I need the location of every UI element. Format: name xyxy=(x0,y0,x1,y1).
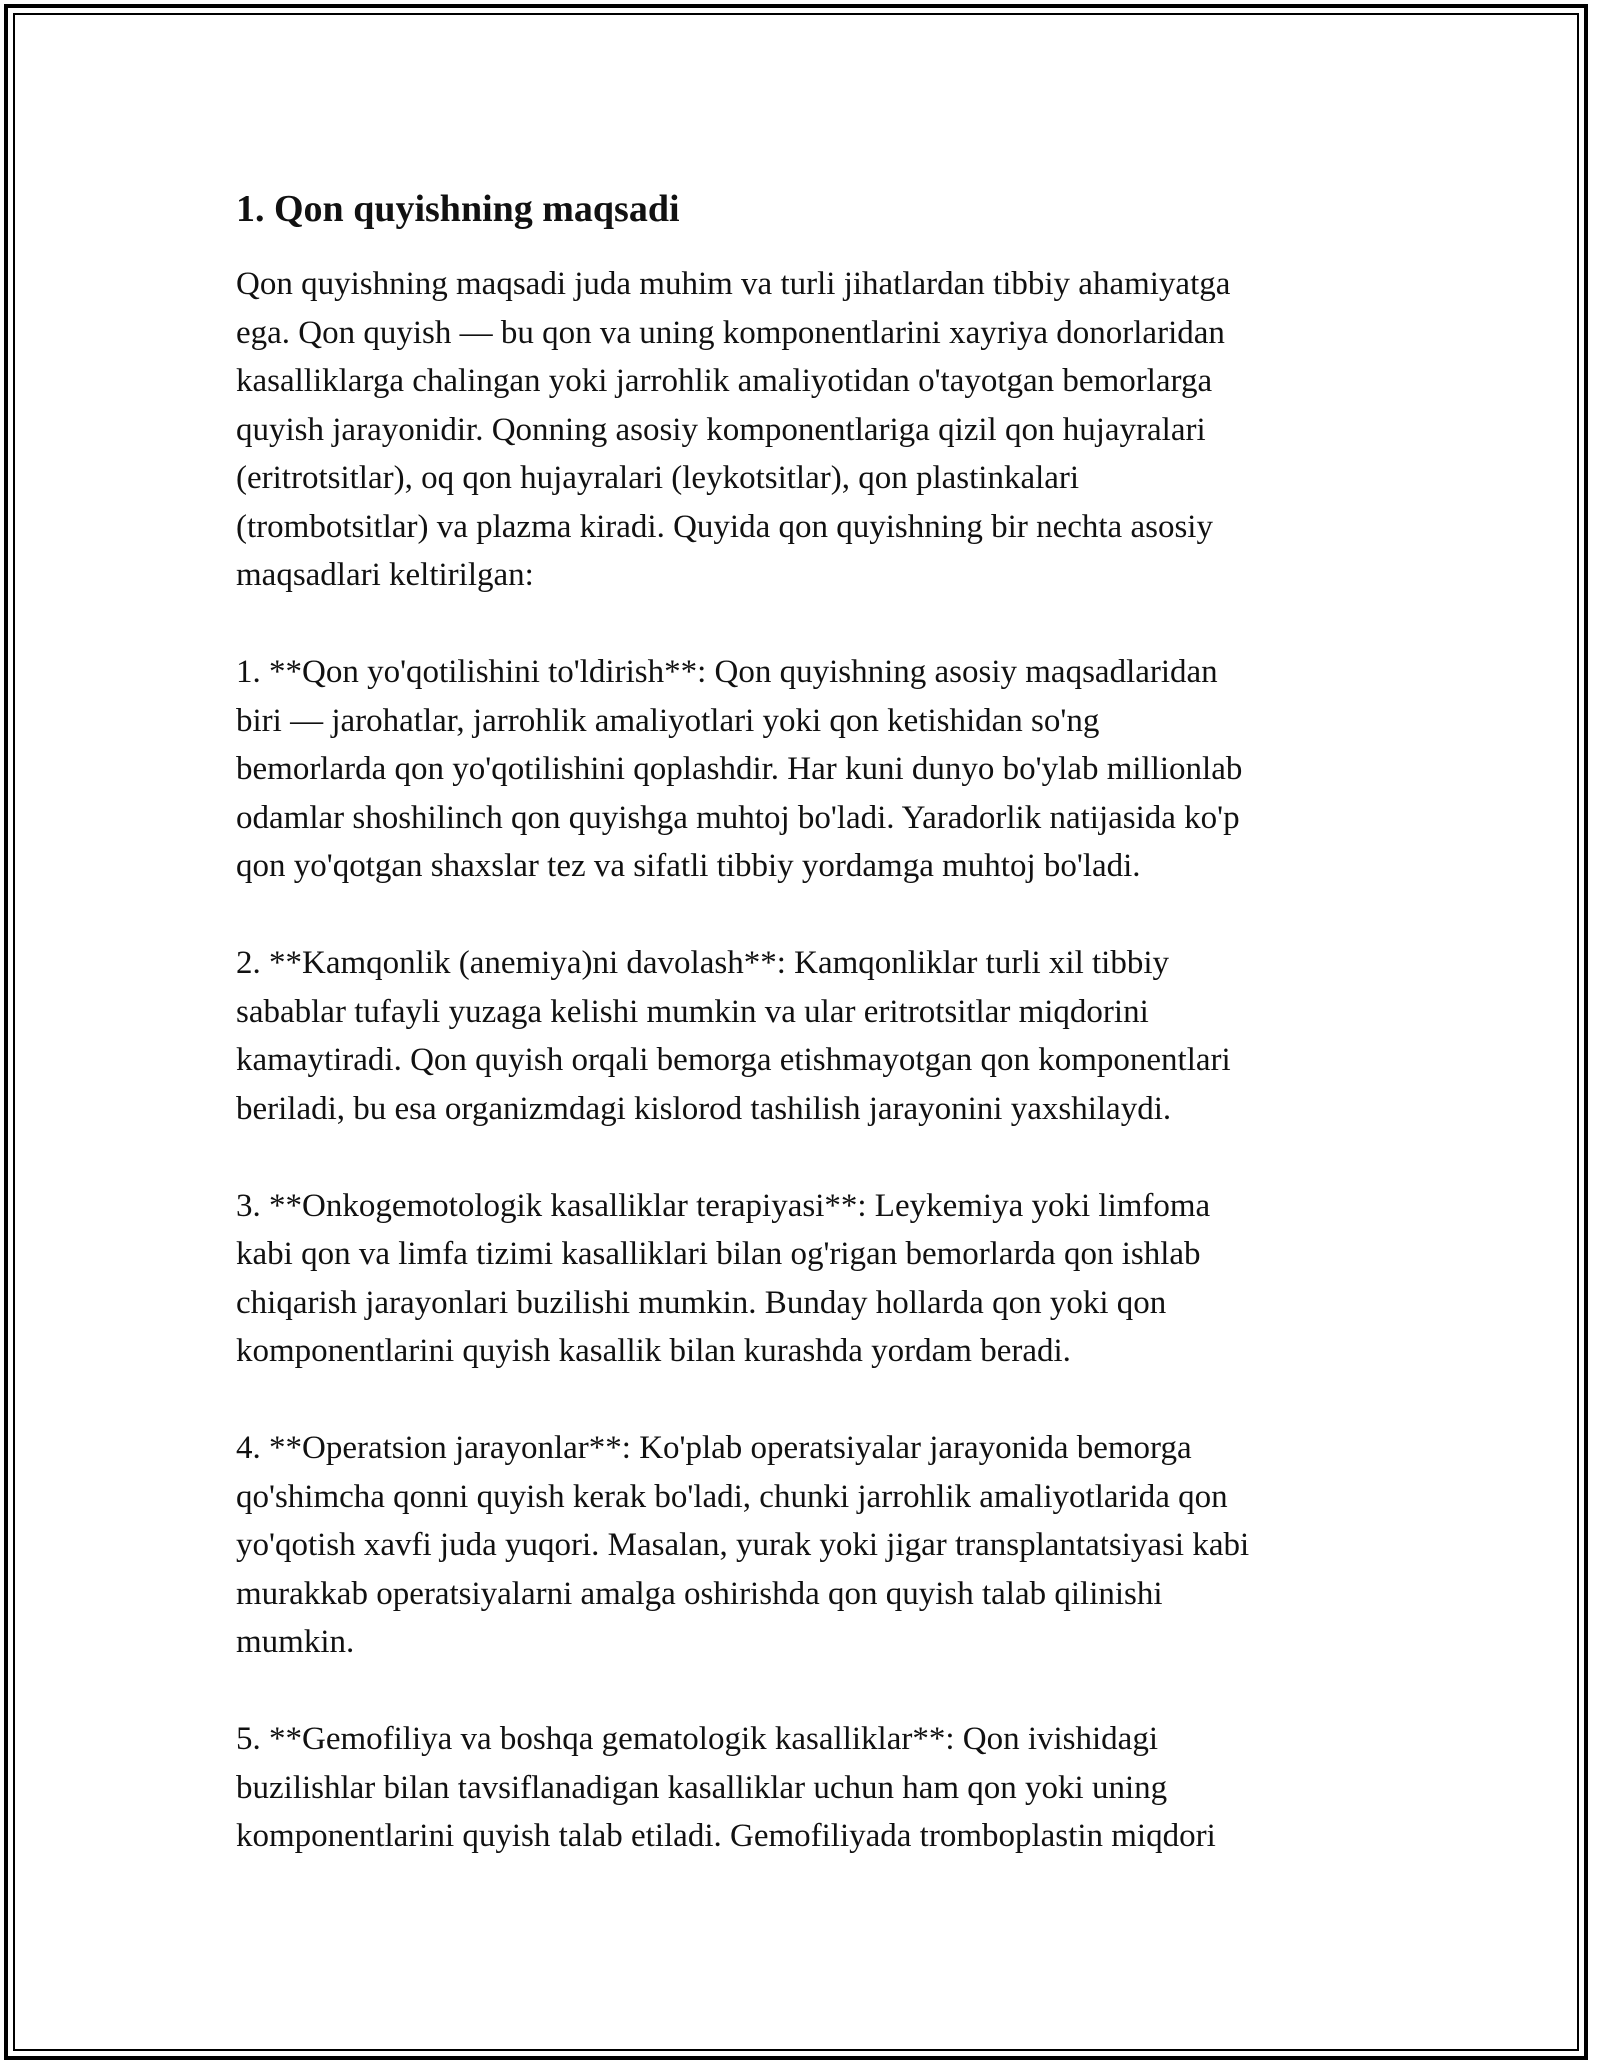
text-line: yo'qotish xavfi juda yuqori. Masalan, yurak yoki jigar transplantatsiyasi kabi xyxy=(236,1527,1250,1563)
text-line: buzilishlar bilan tavsiflanadigan kasalliklar uchun ham qon yoki uning xyxy=(236,1769,1168,1806)
text-line: qon yo'qotgan shaxslar tez va sifatli tibbiy yordamga muhtoj bo'ladi. xyxy=(236,848,1141,884)
paragraph-gap xyxy=(236,600,1366,649)
text-line: biri — jarohatlar, jarrohlik amaliyotlari yoki qon ketishidan so'ng xyxy=(236,702,1100,739)
intro-paragraph xyxy=(236,260,1366,600)
text-line: ega. Qon quyish — bu qon va uning komponentlarini xayriya donorlaridan xyxy=(236,314,1225,351)
text-line: 3. **Onkogemotologik kasalliklar terapiyasi**: Leykemiya yoki limfoma xyxy=(236,1187,1211,1224)
section-heading: 1. Qon quyishning maqsadi xyxy=(236,188,680,230)
text-line: beriladi, bu esa organizmdagi kislorod tashilish jarayonini yaxshilaydi. xyxy=(236,1090,1172,1127)
list-item-paragraph xyxy=(236,939,1366,1133)
paragraph-gap xyxy=(236,891,1366,940)
text-line: odamlar shoshilinch qon quyishga muhtoj bo'ladi. Yaradorlik natijasida ko'p xyxy=(236,799,1240,836)
text-line: (eritrotsitlar), oq qon hujayralari (leykotsitlar), qon plastinkalari xyxy=(236,460,1080,496)
paragraph-gap xyxy=(236,1667,1366,1716)
text-line: quyish jarayonidir. Qonning asosiy komponentlariga qizil qon hujayralari xyxy=(236,411,1206,448)
text-line: maqsadlari keltirilgan: xyxy=(236,557,534,593)
document-body xyxy=(236,186,1366,1861)
text-line: Qon quyishning maqsadi juda muhim va turli jihatlardan tibbiy ahamiyatga xyxy=(236,266,1231,302)
text-line: qo'shimcha qonni quyish kerak bo'ladi, chunki jarrohlik amaliyotlarida qon xyxy=(236,1478,1228,1515)
paragraph-gap xyxy=(236,1133,1366,1182)
text-line: 5. **Gemofiliya va boshqa gematologik kasalliklar**: Qon ivishidagi xyxy=(236,1721,1159,1757)
text-line: chiqarish jarayonlari buzilishi mumkin. Bunday hollarda qon yoki qon xyxy=(236,1284,1167,1321)
text-line: sabablar tufayli yuzaga kelishi mumkin va ular eritrotsitlar miqdorini xyxy=(236,993,1149,1030)
list-item-paragraph xyxy=(236,1715,1366,1861)
text-line: 4. **Operatsion jarayonlar**: Ko'plab operatsiyalar jarayonida bemorga xyxy=(236,1430,1192,1466)
text-line: kamaytiradi. Qon quyish orqali bemorga etishmayotgan qon komponentlari xyxy=(236,1042,1231,1078)
text-line: komponentlarini quyish talab etiladi. Gemofiliyada tromboplastin miqdori xyxy=(236,1818,1216,1854)
text-line: murakkab operatsiyalarni amalga oshirishda qon quyish talab qilinishi xyxy=(236,1575,1163,1612)
text-line: (trombotsitlar) va plazma kiradi. Quyida qon quyishning bir nechta asosiy xyxy=(236,508,1213,545)
text-line: 1. **Qon yo'qotilishini to'ldirish**: Qon quyishning asosiy maqsadlaridan xyxy=(236,654,1218,690)
list-item-paragraph xyxy=(236,1424,1366,1667)
text-line: kasalliklarga chalingan yoki jarrohlik amaliyotidan o'tayotgan bemorlarga xyxy=(236,363,1213,399)
paragraphs-container xyxy=(236,260,1366,1861)
text-line: 2. **Kamqonlik (anemiya)ni davolash**: Kamqonliklar turli xil tibbiy xyxy=(236,945,1170,981)
text-line: bemorlarda qon yo'qotilishini qoplashdir. Har kuni dunyo bo'ylab millionlab xyxy=(236,751,1243,787)
list-item-paragraph xyxy=(236,1182,1366,1376)
text-line: kabi qon va limfa tizimi kasalliklari bilan og'rigan bemorlarda qon ishlab xyxy=(236,1236,1201,1272)
paragraph-gap xyxy=(236,1376,1366,1425)
text-line: mumkin. xyxy=(236,1624,355,1660)
text-line: komponentlarini quyish kasallik bilan kurashda yordam beradi. xyxy=(236,1333,1071,1369)
list-item-paragraph xyxy=(236,648,1366,891)
